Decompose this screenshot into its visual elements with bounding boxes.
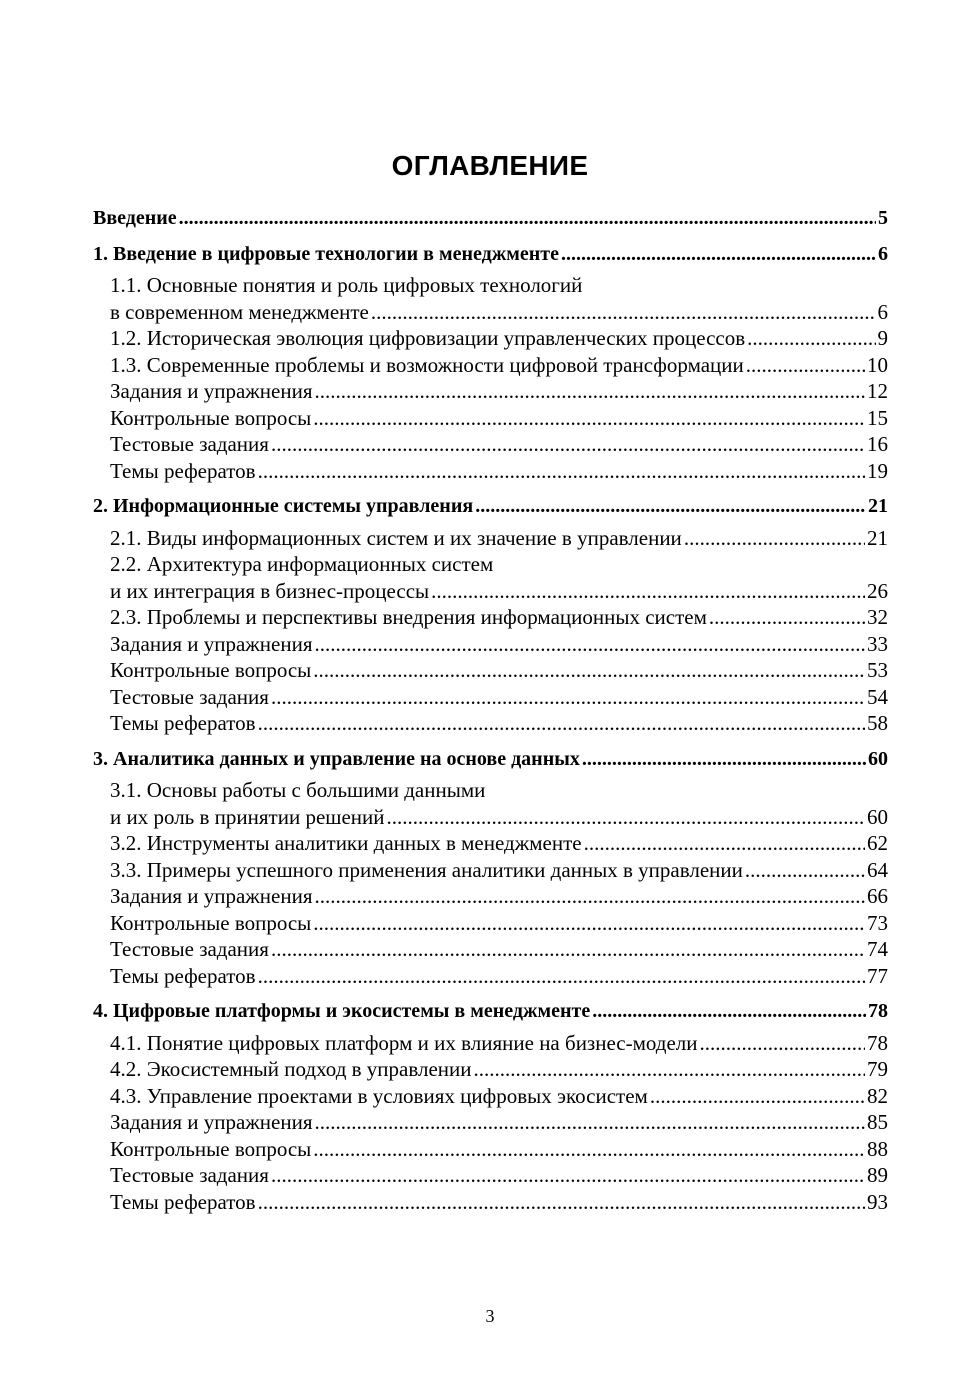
- toc-entry[interactable]: [93, 1083, 888, 1110]
- toc-entry[interactable]: [93, 936, 888, 963]
- dot-leader: [592, 998, 866, 1025]
- toc-entry-page: 19: [867, 458, 888, 483]
- dot-leader: [271, 431, 865, 458]
- dot-leader: [561, 241, 876, 268]
- toc-entry-label: Контрольные вопросы: [110, 658, 312, 682]
- toc-intro[interactable]: [93, 205, 888, 232]
- toc-entry[interactable]: [93, 1056, 888, 1083]
- toc-entry-label: и их роль в принятии решений: [110, 804, 385, 829]
- toc-entry[interactable]: [93, 1136, 888, 1163]
- toc-entry-page: 21: [867, 525, 888, 550]
- toc-entry-label: Задания и упражнения: [110, 379, 313, 403]
- dot-leader: [584, 830, 865, 857]
- dot-leader: [179, 205, 876, 232]
- toc-entry-label: 3.2. Инструменты аналитики данных в менеджменте: [110, 831, 582, 855]
- toc-chapter-page: 60: [868, 747, 888, 770]
- dot-leader: [258, 710, 865, 737]
- toc-entry[interactable]: [93, 963, 888, 990]
- toc-chapter-page: 6: [878, 242, 888, 265]
- dot-leader: [431, 578, 865, 605]
- toc-entry[interactable]: [93, 657, 888, 684]
- dot-leader: [258, 963, 865, 990]
- toc-entry[interactable]: [93, 525, 888, 552]
- toc-entry-label: Тестовые задания: [110, 937, 269, 961]
- toc-entry-page: 85: [867, 1110, 888, 1134]
- toc-entry[interactable]: [93, 578, 888, 605]
- toc-entry-label: Темы рефератов: [110, 1189, 256, 1214]
- toc-entry[interactable]: [93, 1030, 888, 1057]
- toc-entry-first-line[interactable]: 3.1. Основы работы с большими данными: [110, 778, 486, 802]
- toc-entry-page: 89: [867, 1163, 888, 1187]
- toc-chapter-label: 3. Аналитика данных и управление на основе данных: [93, 747, 580, 770]
- toc-entry[interactable]: [93, 684, 888, 711]
- toc-entry[interactable]: [93, 883, 888, 910]
- toc-entry-page: 62: [867, 831, 888, 855]
- dot-leader: [313, 405, 865, 432]
- dot-leader: [371, 299, 876, 326]
- dot-leader: [314, 1109, 865, 1136]
- toc-entry-page: 88: [867, 1136, 888, 1161]
- toc-entry[interactable]: [93, 830, 888, 857]
- toc-entry-page: 16: [867, 432, 888, 456]
- toc-entry-page: 93: [867, 1189, 888, 1214]
- toc-entry[interactable]: [93, 405, 888, 432]
- toc-entry-page: 78: [867, 1030, 888, 1055]
- page-title: ОГЛАВЛЕНИЕ: [391, 150, 589, 181]
- toc-entry[interactable]: [93, 299, 888, 326]
- toc-entry-label: 2.3. Проблемы и перспективы внедрения информационных систем: [110, 605, 707, 629]
- toc-entry-label: Контрольные вопросы: [110, 1136, 312, 1161]
- toc-entry-page: 73: [867, 910, 888, 935]
- toc-entry-page: 15: [867, 405, 888, 430]
- toc-chapter-page: 78: [868, 1000, 888, 1022]
- dot-leader: [700, 1030, 865, 1057]
- toc-chapter-label: 2. Информационные системы управления: [93, 495, 474, 517]
- dot-leader: [745, 857, 865, 884]
- dot-leader: [314, 883, 865, 910]
- toc-entry-label: 2.1. Виды информационных систем и их значение в управлении: [110, 525, 682, 550]
- toc-entry-page: 9: [877, 326, 888, 350]
- toc-entry[interactable]: [93, 1109, 888, 1136]
- toc-entry-label: 1.2. Историческая эволюция цифровизации управленческих процессов: [110, 326, 746, 350]
- toc-entry-page: 10: [867, 352, 888, 377]
- toc-entry[interactable]: [93, 604, 888, 631]
- toc-chapter[interactable]: [93, 998, 888, 1025]
- dot-leader: [475, 493, 866, 520]
- toc-entry[interactable]: [93, 710, 888, 737]
- toc-entry-label: 3.3. Примеры успешного применения аналитики данных в управлении: [110, 857, 743, 882]
- toc-chapter-page: 21: [868, 495, 888, 517]
- dot-leader: [747, 325, 875, 352]
- toc-entry-label: Темы рефератов: [110, 711, 256, 735]
- toc-entry-page: 58: [867, 711, 888, 735]
- dot-leader: [258, 1189, 865, 1216]
- toc-entry-page: 77: [867, 963, 888, 988]
- toc-entry[interactable]: [93, 1189, 888, 1216]
- toc-entry-first-line[interactable]: 1.1. Основные понятия и роль цифровых технологий: [110, 273, 583, 297]
- toc-entry-page: 64: [867, 857, 888, 882]
- toc-entry-label: Контрольные вопросы: [110, 405, 312, 430]
- toc-entry[interactable]: [93, 1162, 888, 1189]
- toc-entry-label: Контрольные вопросы: [110, 910, 312, 935]
- toc-entry[interactable]: [93, 352, 888, 379]
- toc-entry-label: Тестовые задания: [110, 432, 269, 456]
- toc-chapter-label: 1. Введение в цифровые технологии в менеджменте: [93, 242, 559, 265]
- toc-entry-page: 53: [867, 658, 888, 682]
- toc-entry-label: 1.3. Современные проблемы и возможности цифровой трансформации: [110, 352, 744, 377]
- dot-leader: [271, 1162, 865, 1189]
- table-of-contents: [93, 205, 888, 1215]
- dot-leader: [582, 746, 866, 773]
- toc-entry-label: Тестовые задания: [110, 684, 269, 709]
- toc-entry-label: Темы рефератов: [110, 458, 256, 483]
- toc-chapter-label: 4. Цифровые платформы и экосистемы в менеджменте: [93, 1000, 591, 1022]
- toc-entry[interactable]: [93, 378, 888, 405]
- toc-entry-first-line[interactable]: 2.2. Архитектура информационных систем: [110, 552, 494, 576]
- toc-entry[interactable]: [93, 458, 888, 485]
- toc-chapter[interactable]: [93, 241, 888, 268]
- toc-entry-label: 4.2. Экосистемный подход в управлении: [110, 1057, 472, 1081]
- toc-entry-page: 6: [877, 299, 888, 324]
- toc-entry-page: 26: [867, 578, 888, 603]
- dot-leader: [709, 604, 865, 631]
- toc-entry-label: Тестовые задания: [110, 1163, 269, 1187]
- dot-leader: [314, 631, 865, 658]
- dot-leader: [650, 1083, 865, 1110]
- toc-entry-page: 66: [867, 884, 888, 908]
- toc-entry-page: 32: [867, 605, 888, 629]
- page-number: 3: [485, 1306, 495, 1326]
- toc-chapter[interactable]: [93, 746, 888, 773]
- toc-entry-label: Задания и упражнения: [110, 631, 313, 656]
- toc-chapter[interactable]: [93, 493, 888, 520]
- dot-leader: [474, 1056, 865, 1083]
- toc-entry-label: в современном менеджменте: [110, 299, 369, 324]
- toc-entry-page: 12: [867, 379, 888, 403]
- toc-entry[interactable]: [93, 631, 888, 658]
- dot-leader: [313, 1136, 865, 1163]
- toc-entry-label: Задания и упражнения: [110, 1110, 313, 1134]
- toc-entry-page: 60: [867, 804, 888, 829]
- dot-leader: [271, 684, 865, 711]
- toc-entry-label: Задания и упражнения: [110, 884, 313, 908]
- dot-leader: [746, 352, 865, 379]
- toc-entry-label: 4.1. Понятие цифровых платформ и их влияние на бизнес-модели: [110, 1030, 698, 1055]
- dot-leader: [271, 936, 865, 963]
- dot-leader: [314, 378, 865, 405]
- toc-entry-page: 33: [867, 631, 888, 656]
- toc-entry[interactable]: [93, 857, 888, 884]
- toc-intro-page: 5: [878, 207, 888, 229]
- toc-entry[interactable]: [93, 910, 888, 937]
- dot-leader: [313, 657, 865, 684]
- toc-entry-label: Темы рефератов: [110, 963, 256, 988]
- toc-entry-page: 79: [867, 1057, 888, 1081]
- dot-leader: [684, 525, 865, 552]
- toc-entry-page: 54: [867, 684, 888, 709]
- dot-leader: [313, 910, 865, 937]
- toc-entry[interactable]: [93, 325, 888, 352]
- dot-leader: [258, 458, 865, 485]
- toc-entry-label: 4.3. Управление проектами в условиях цифровых экосистем: [110, 1083, 648, 1108]
- dot-leader: [386, 804, 865, 831]
- toc-entry-page: 74: [867, 937, 888, 961]
- toc-entry-label: и их интеграция в бизнес-процессы: [110, 578, 430, 603]
- toc-entry[interactable]: [93, 431, 888, 458]
- toc-entry-page: 82: [867, 1083, 888, 1108]
- toc-entry[interactable]: [93, 804, 888, 831]
- toc-intro-label: Введение: [93, 207, 177, 229]
